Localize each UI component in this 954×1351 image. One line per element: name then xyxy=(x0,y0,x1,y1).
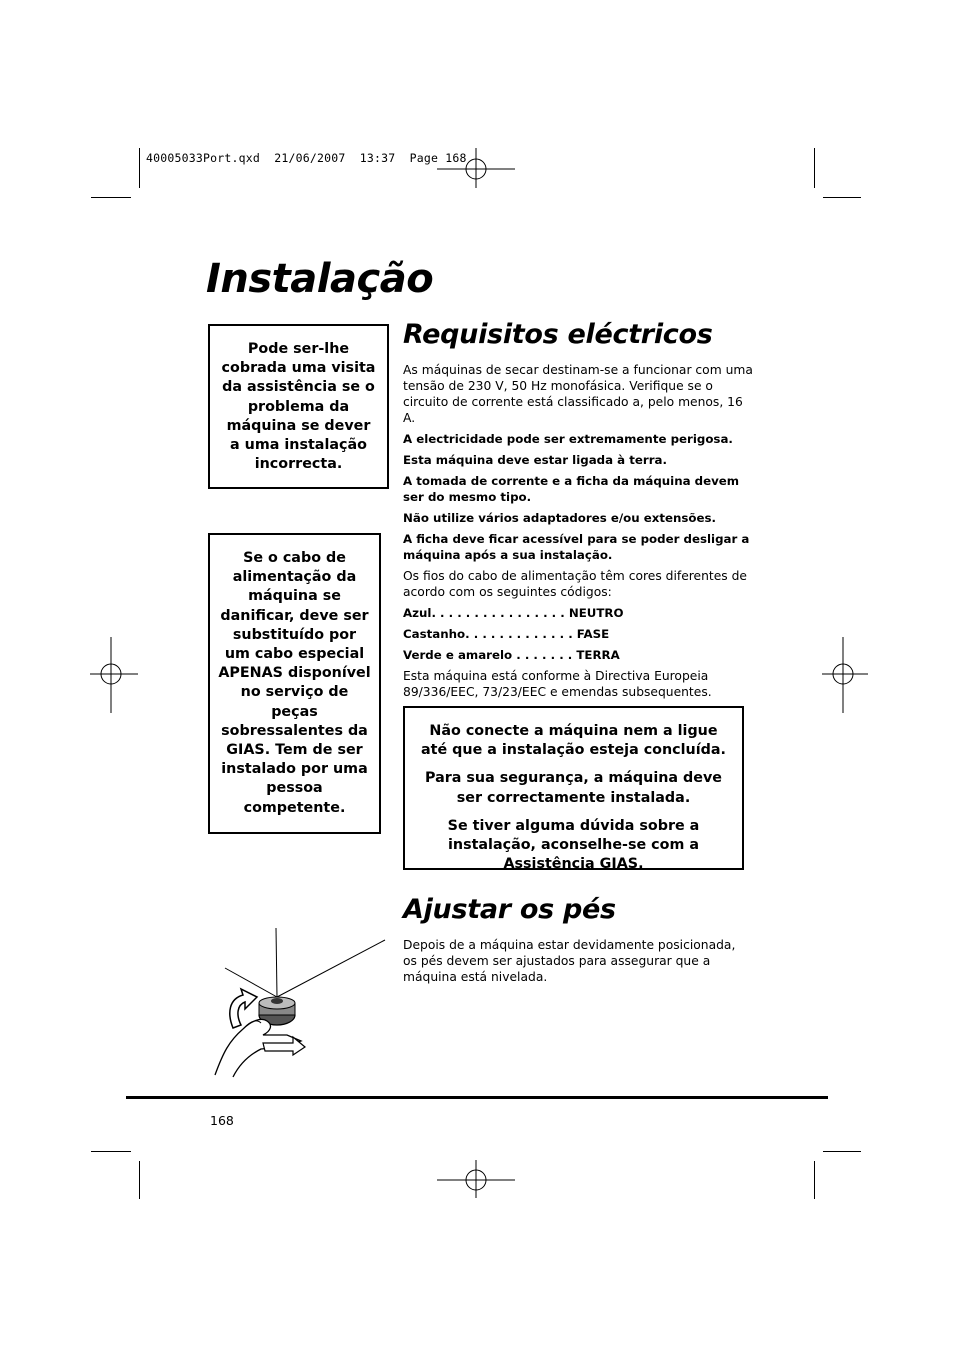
wire-code-brown: Castanho. . . . . . . . . . . . . FASE xyxy=(403,627,610,641)
electrical-warning: Não utilize vários adaptadores e/ou extensões. xyxy=(403,511,717,525)
adjust-feet-text-block xyxy=(403,937,753,985)
registration-mark-top xyxy=(437,140,517,190)
wire-colours-intro: Os fios do cabo de alimentação têm cores diferentes de acordo com os seguintes códigos: xyxy=(403,569,747,599)
notice-line: Não conecte a máquina nem a ligue até que a instalação esteja concluída. xyxy=(421,723,726,759)
adjust-feet-heading: Ajustar os pés xyxy=(403,894,616,925)
registration-mark-right xyxy=(820,637,870,717)
electrical-requirements-heading: Requisitos eléctricos xyxy=(403,319,713,350)
directive-compliance: Esta máquina está conforme à Directiva Europeia 89/336/EEC, 73/23/EEC e emendas subsequentes. xyxy=(403,669,712,699)
electrical-requirements-body xyxy=(403,362,753,705)
service-charge-notice-text: Pode ser-lhe cobrada uma visita da assistência se o problema da máquina se dever a uma instalação incorrecta. xyxy=(221,341,376,473)
adjust-foot-illustration xyxy=(205,925,390,1085)
service-charge-notice-box xyxy=(208,324,389,489)
installation-safety-notice-box xyxy=(403,706,744,873)
electrical-intro: As máquinas de secar destinam-se a funcionar com uma tensão de 230 V, 50 Hz monofásica. Verifique se o circuito de corrente está classificado a, pelo menos, 16 A. xyxy=(403,363,753,425)
registration-mark-left xyxy=(90,637,140,717)
electrical-warning: A ficha deve ficar acessível para se poder desligar a máquina após a sua instalação. xyxy=(403,532,750,562)
page-number: 168 xyxy=(210,1113,234,1128)
power-cable-notice-box xyxy=(208,533,381,834)
electrical-warning: Esta máquina deve estar ligada à terra. xyxy=(403,453,667,467)
adjust-feet-text: Depois de a máquina estar devidamente posicionada, os pés devem ser ajustados para assegurar que a máquina está nivelada. xyxy=(403,938,736,984)
registration-mark-bottom xyxy=(437,1160,517,1200)
page-title: Instalação xyxy=(206,256,434,302)
electrical-warning: A electricidade pode ser extremamente perigosa. xyxy=(403,432,733,446)
wire-code-green-yellow: Verde e amarelo . . . . . . . TERRA xyxy=(403,648,620,662)
electrical-warning: A tomada de corrente e a ficha da máquina devem ser do mesmo tipo. xyxy=(403,474,740,504)
notice-line: Se tiver alguma dúvida sobre a instalação, aconselhe-se com a Assistência GIAS. xyxy=(447,817,700,873)
footer-rule xyxy=(126,1096,828,1099)
wire-code-blue: Azul. . . . . . . . . . . . . . . . NEUTRO xyxy=(403,606,624,620)
slug-line: 40005033Port.qxd 21/06/2007 13:37 Page 168 xyxy=(146,151,467,165)
notice-line: Para sua segurança, a máquina deve ser correctamente instalada. xyxy=(425,770,722,806)
power-cable-notice-text: Se o cabo de alimentação da máquina se danificar, deve ser substituído por um cabo especial APENAS disponível no serviço de peças sobressalentes da GIAS. Tem de ser instalado por uma pessoa competente. xyxy=(218,550,371,816)
